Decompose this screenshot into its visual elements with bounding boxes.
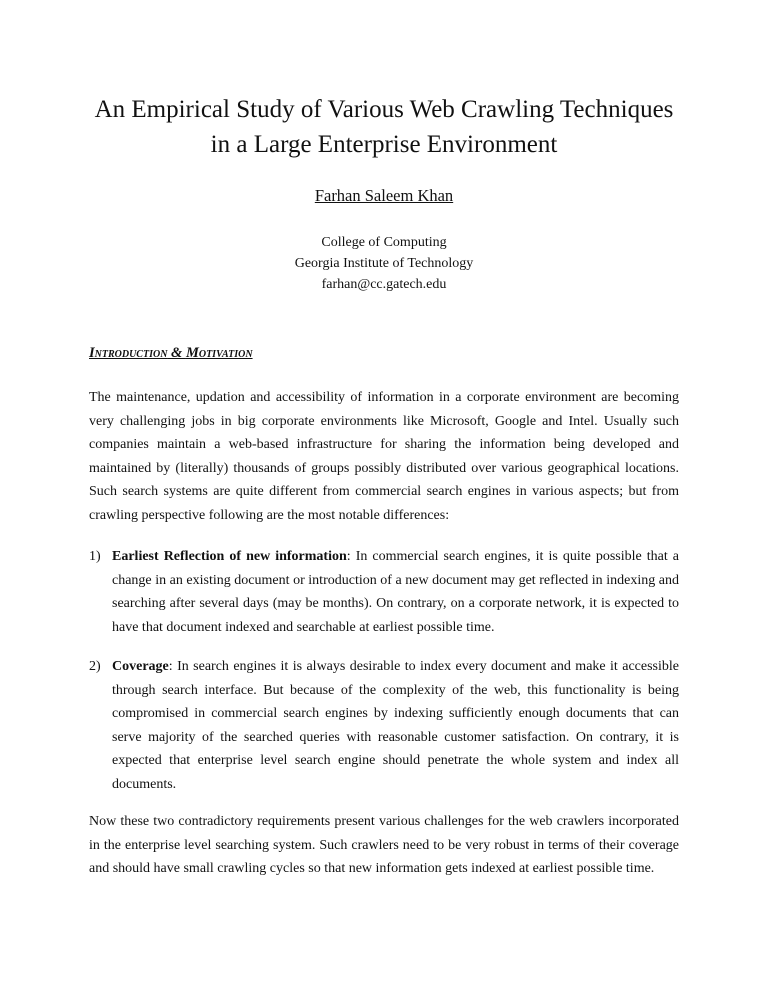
list-item-separator: :	[168, 659, 178, 674]
list-item-text: In commercial search engines, it is quite possible that a change in an existing document or introduction of a new document may get reflected in indexing and searching after several days (may be months). On contrary, on a corporate network, it is expected to have that document indexed and searchable at earliest possible time.	[112, 549, 680, 635]
author-block	[0, 185, 768, 207]
section-heading	[89, 344, 253, 362]
section-heading-ampersand: &	[167, 345, 186, 361]
list-item-body	[112, 655, 679, 797]
list-item	[89, 655, 679, 797]
list-item	[89, 545, 679, 639]
affiliation-institute: Georgia Institute of Technology	[294, 256, 474, 271]
affiliation-college: College of Computing	[321, 235, 447, 250]
paper-title-line-2: in a Large Enterprise Environment	[210, 131, 558, 158]
list-item-term: Earliest Reflection of new information	[112, 549, 347, 564]
list-item-number: 2)	[89, 659, 101, 674]
list-item-separator: :	[346, 549, 356, 564]
list-item-number: 1)	[89, 549, 101, 564]
section-heading-part-1: Introduction	[89, 345, 168, 361]
paper-title-line-1: An Empirical Study of Various Web Crawling Techniques	[94, 96, 674, 123]
section-heading-part-2: Motivation	[185, 345, 253, 361]
author-name: Farhan Saleem Khan	[314, 186, 454, 205]
affiliation-block	[0, 232, 768, 295]
list-item-text: In search engines it is always desirable to index every document and make it accessible through search interface. But because of the complexity of the web, this functionality is being compromised in commercial search engines by indexing sufficiently enough documents that can serve majority of the searched queries with reasonable customer satisfaction. On contrary, it is expected that enterprise level search engine should penetrate the whole system and index all documents.	[112, 659, 679, 792]
list-item-body	[112, 545, 679, 639]
author-email: farhan@cc.gatech.edu	[321, 277, 447, 292]
list-item-term: Coverage	[112, 659, 169, 674]
closing-paragraph: Now these two contradictory requirements present various challenges for the web crawlers incorporated in the enterprise level searching system. Such crawlers need to be very robust in terms of their coverage and should have small crawling cycles so that new information gets indexed at earliest possible time.	[89, 814, 679, 877]
paper-title	[60, 92, 708, 162]
intro-paragraph: The maintenance, updation and accessibility of information in a corporate environment are becoming very challenging jobs in big corporate environments like Microsoft, Google and Intel. Usually such companies maintain a web-based infrastructure for sharing the information being developed and maintained by (literally) thousands of groups possibly distributed over various geographical locations. Such search systems are quite different from commercial search engines in various aspects; but from crawling perspective following are the most notable differences:	[89, 390, 679, 523]
